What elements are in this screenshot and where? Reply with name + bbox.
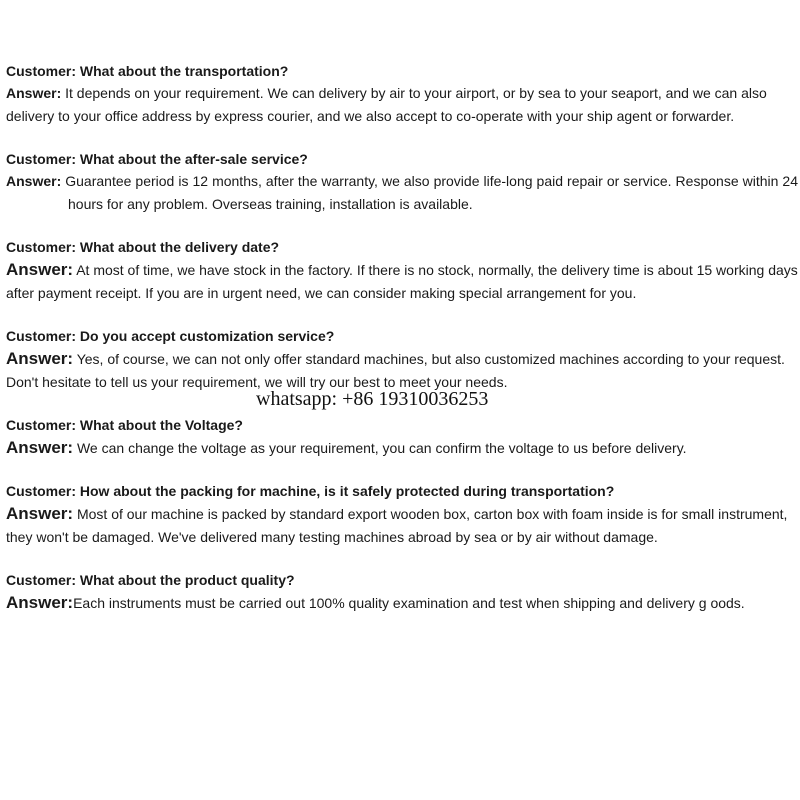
question: Customer: What about the after-sale service?	[6, 151, 308, 167]
answer	[6, 82, 798, 128]
faq-item-after-sale	[6, 148, 798, 216]
answer-label: Answer:	[6, 504, 74, 523]
whatsapp-watermark: whatsapp: +86 19310036253	[256, 388, 489, 410]
answer-label: Answer:	[6, 260, 74, 279]
answer	[6, 591, 798, 615]
faq-item-voltage	[6, 414, 798, 460]
faq-item-quality	[6, 569, 798, 615]
answer-text: At most of time, we have stock in the factory. If there is no stock, normally, the delivery time is about 15 working days after payment receipt. If you are in urgent need, we can consider making special arrangement for you.	[6, 262, 798, 301]
answer	[6, 258, 798, 305]
answer	[6, 170, 798, 216]
answer	[6, 502, 798, 549]
answer-label: Answer:	[6, 438, 74, 457]
question: Customer: What about the product quality?	[6, 572, 295, 588]
answer-label: Answer:	[6, 349, 74, 368]
faq-item-packing	[6, 480, 798, 549]
question: Customer: Do you accept customization service?	[6, 328, 335, 344]
answer-text: Each instruments must be carried out 100% quality examination and test when shipping and delivery g oods.	[73, 595, 745, 611]
faq-item-customization	[6, 325, 798, 394]
answer-text: It depends on your requirement. We can delivery by air to your airport, or by sea to your seaport, and we can also delivery to your office address by express courier, and we also accept to co-operate with your ship agent or forwarder.	[6, 85, 767, 124]
question: Customer: How about the packing for machine, is it safely protected during transportation?	[6, 483, 615, 499]
answer-label: Answer:	[6, 173, 62, 189]
answer-text: Yes, of course, we can not only offer standard machines, but also customized machines according to your request. Don't hesitate to tell us your requirement, we will try our best to meet your needs.	[6, 351, 785, 390]
answer-label: Answer:	[6, 593, 74, 612]
answer-text: Most of our machine is packed by standard export wooden box, carton box with foam inside is for small instrument, they won't be damaged. We've delivered many testing machines abroad by sea or by air without damage.	[6, 506, 788, 545]
question: Customer: What about the delivery date?	[6, 239, 280, 255]
answer-label: Answer:	[6, 85, 62, 101]
faq-item-delivery-date	[6, 236, 798, 305]
question: Customer: What about the Voltage?	[6, 417, 243, 433]
answer-text: We can change the voltage as your requirement, you can confirm the voltage to us before delivery.	[73, 440, 687, 456]
answer	[6, 436, 798, 460]
question: Customer: What about the transportation?	[6, 63, 289, 79]
faq-list	[6, 60, 798, 635]
answer-text: Guarantee period is 12 months, after the warranty, we also provide life-long paid repair or service. Response within 24 hours for any problem. Overseas training, installation is available.	[61, 173, 798, 212]
answer	[6, 347, 798, 394]
faq-item-transportation	[6, 60, 798, 128]
